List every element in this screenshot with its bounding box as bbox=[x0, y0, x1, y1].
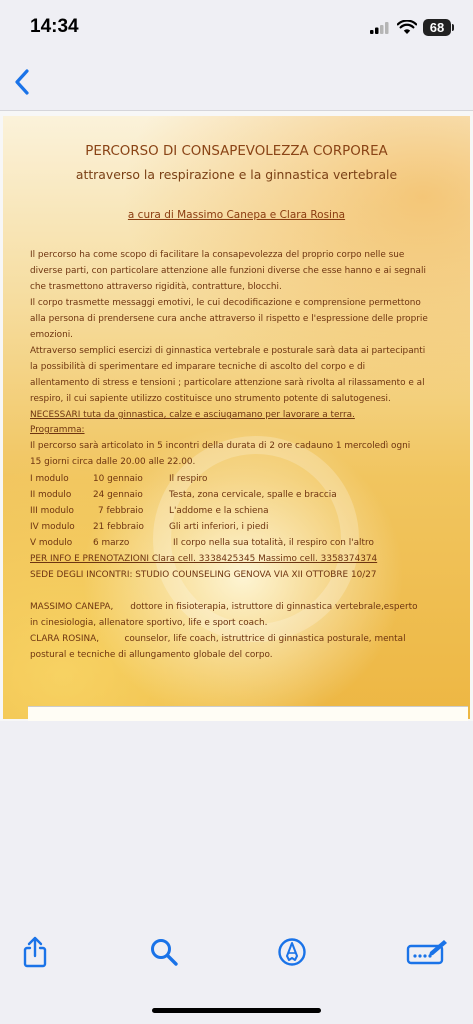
back-button[interactable] bbox=[6, 64, 38, 100]
paragraph-line: Il percorso ha come scopo di facilitare la consapevolezza del proprio corpo nelle sue bbox=[30, 250, 405, 260]
sede-line: SEDE DEGLI INCONTRI: STUDIO COUNSELING GENOVA VIA XII OTTOBRE 10/27 bbox=[30, 570, 377, 580]
form-fill-icon bbox=[406, 938, 448, 966]
paragraph-line: respiro, il cui sapiente utilizzo costituisce uno strumento potente di salutogenesi. bbox=[30, 394, 391, 404]
paragraph-line: Il corpo trasmette messaggi emotivi, le cui decodificazione e comprensione permettono bbox=[30, 298, 421, 308]
paragraph-line: alla persona di prendersene cura anche attraverso il rispetto e l'espressione delle proprie bbox=[30, 314, 428, 324]
programma-label: Programma: bbox=[30, 425, 85, 435]
document-page[interactable] bbox=[3, 116, 470, 719]
programma-line: 15 giorni circa dalle 20.00 alle 22.00. bbox=[30, 457, 196, 467]
paragraph-line: Attraverso semplici esercizi di ginnastica vertebrale e posturale sarà data ai partecipanti bbox=[30, 346, 426, 356]
info-line: PER INFO E PRENOTAZIONI Clara cell. 3338425345 Massimo cell. 3358374374 bbox=[30, 554, 378, 564]
wifi-icon bbox=[397, 20, 417, 35]
search-icon bbox=[149, 937, 179, 967]
battery-nub bbox=[452, 24, 454, 31]
battery-icon: 68 bbox=[423, 19, 451, 36]
paragraph-line: la possibilità di sperimentare ed imparare tecniche di ascolto del corpo e di bbox=[30, 362, 366, 372]
bio-line: postural e tecniche di allungamento globale del corpo. bbox=[30, 650, 273, 660]
navigation-bar bbox=[0, 58, 473, 111]
module-topic: Testa, zona cervicale, spalle e braccia bbox=[169, 490, 337, 500]
module-date: 6 marzo bbox=[93, 538, 130, 548]
curated-by: a cura di Massimo Canepa e Clara Rosina bbox=[127, 209, 346, 221]
module-date: 24 gennaio bbox=[93, 490, 143, 500]
bio-line: CLARA ROSINA, counselor, life coach, istruttrice di ginnastica posturale, mental bbox=[30, 634, 406, 644]
document-title: PERCORSO DI CONSAPEVOLEZZA CORPOREA bbox=[85, 144, 388, 159]
module-name: II modulo bbox=[30, 490, 72, 500]
cellular-signal-icon bbox=[370, 22, 390, 34]
module-name: V modulo bbox=[30, 538, 73, 548]
document-subtitle: attraverso la respirazione e la ginnastica vertebrale bbox=[75, 167, 398, 182]
markup-pen-icon bbox=[277, 937, 307, 967]
chevron-left-icon bbox=[14, 69, 30, 95]
markup-button[interactable] bbox=[274, 934, 310, 970]
paragraph-line: emozioni. bbox=[30, 330, 74, 340]
share-button[interactable] bbox=[17, 934, 53, 970]
bio-line: in cinesiologia, allenatore sportivo, life e sport coach. bbox=[30, 618, 268, 628]
programma-line: Il percorso sarà articolato in 5 incontri della durata di 2 ore cadauno 1 mercoledì ogni bbox=[30, 441, 411, 451]
necessari-line: NECESSARI tuta da ginnastica, calze e asciugamano per lavorare a terra. bbox=[30, 410, 355, 420]
module-topic: Gli arti inferiori, i piedi bbox=[169, 522, 269, 532]
module-topic: Il corpo nella sua totalità, il respiro con l'altro bbox=[173, 538, 374, 548]
module-topic: L'addome e la schiena bbox=[169, 506, 269, 516]
home-indicator[interactable] bbox=[152, 1008, 321, 1013]
module-date: 10 gennaio bbox=[93, 474, 143, 484]
bottom-toolbar bbox=[0, 920, 473, 992]
status-bar bbox=[0, 0, 473, 58]
module-date: 21 febbraio bbox=[93, 522, 144, 532]
fill-form-button[interactable] bbox=[404, 934, 450, 970]
paragraph-line: diverse parti, con particolare attenzione alle funzioni diverse che esse hanno e ai segnali bbox=[30, 266, 426, 276]
search-button[interactable] bbox=[146, 934, 182, 970]
next-page-edge bbox=[28, 706, 468, 721]
module-topic: Il respiro bbox=[169, 474, 208, 484]
paragraph-line: allentamento di stress e tensioni ; particolare attenzione sarà rivolta al rilassamento e al bbox=[30, 378, 425, 388]
bio-line: MASSIMO CANEPA, dottore in fisioterapia, istruttore di ginnastica vertebrale,esperto bbox=[30, 602, 418, 612]
module-name: III modulo bbox=[30, 506, 74, 516]
paragraph-line: che trasmettono attraverso rigidità, contratture, blocchi. bbox=[30, 282, 282, 292]
module-name: I modulo bbox=[30, 474, 69, 484]
module-name: IV modulo bbox=[30, 522, 75, 532]
module-date: 7 febbraio bbox=[98, 506, 144, 516]
status-time: 14:34 bbox=[30, 16, 79, 37]
share-icon bbox=[21, 936, 49, 968]
